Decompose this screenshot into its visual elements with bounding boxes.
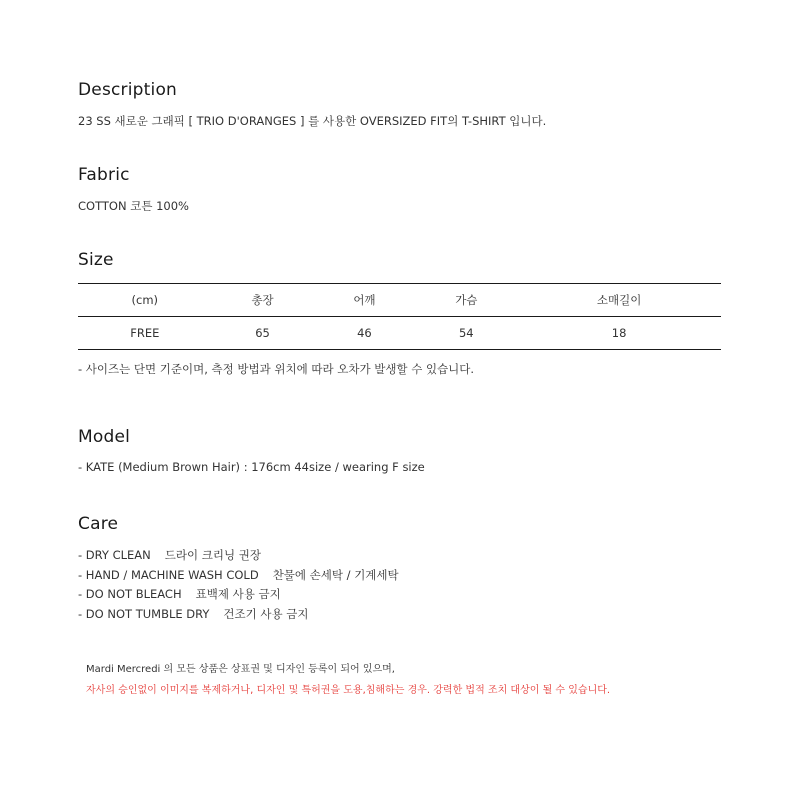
care-en: - HAND / MACHINE WASH COLD: [78, 567, 259, 582]
size-table: [78, 283, 721, 350]
list-item: [78, 585, 399, 605]
description-text: 23 SS 새로운 그래픽 [ TRIO D'ORANGES ] 를 사용한 OVERSIZED FIT의 T-SHIRT 입니다.: [78, 114, 547, 128]
size-header-cell: 총장: [212, 284, 314, 317]
care-ko: 건조기 사용 금지: [223, 606, 309, 621]
description-heading: Description: [78, 80, 178, 100]
fabric-heading: Fabric: [78, 165, 130, 185]
size-cell: 54: [415, 317, 517, 350]
list-item: [78, 546, 399, 566]
list-item: [78, 605, 399, 625]
size-note: - 사이즈는 단면 기준이며, 측정 방법과 위치에 따라 오차가 발생할 수 있습니다.: [78, 362, 475, 376]
copyright-warning-line2: 자사의 승인없이 이미지를 복제하거나, 디자인 및 특허권을 도용,침해하는 경우. 강력한 법적 조치 대상이 될 수 있습니다.: [86, 685, 611, 696]
size-cell: 65: [212, 317, 314, 350]
list-item: [78, 566, 399, 586]
care-en: - DO NOT BLEACH: [78, 587, 182, 601]
care-heading: Care: [78, 514, 119, 534]
copyright-notice-line1: Mardi Mercredi 의 모든 상품은 상표권 및 디자인 등록이 되어 있으며,: [86, 664, 395, 675]
care-en: - DO NOT TUMBLE DRY: [78, 606, 210, 621]
size-cell: 18: [517, 317, 721, 350]
table-row: [78, 317, 721, 350]
size-cell: 46: [313, 317, 415, 350]
care-ko: 드라이 크리닝 권장: [164, 548, 261, 562]
size-header-cell: (cm): [78, 284, 212, 317]
size-heading: Size: [78, 250, 114, 270]
size-cell: FREE: [78, 317, 212, 350]
care-en: - DRY CLEAN: [78, 548, 151, 562]
size-header-cell: 소매길이: [517, 284, 721, 317]
size-table-header-row: [78, 284, 721, 317]
care-ko: 표백제 사용 금지: [195, 587, 281, 601]
care-list: [78, 546, 399, 624]
model-heading: Model: [78, 427, 131, 447]
model-text: - KATE (Medium Brown Hair) : 176cm 44size / wearing F size: [78, 460, 425, 474]
fabric-text: COTTON 코튼 100%: [78, 199, 189, 213]
size-header-cell: 어깨: [313, 284, 415, 317]
size-header-cell: 가슴: [415, 284, 517, 317]
care-ko: 찬물에 손세탁 / 기계세탁: [272, 567, 399, 582]
